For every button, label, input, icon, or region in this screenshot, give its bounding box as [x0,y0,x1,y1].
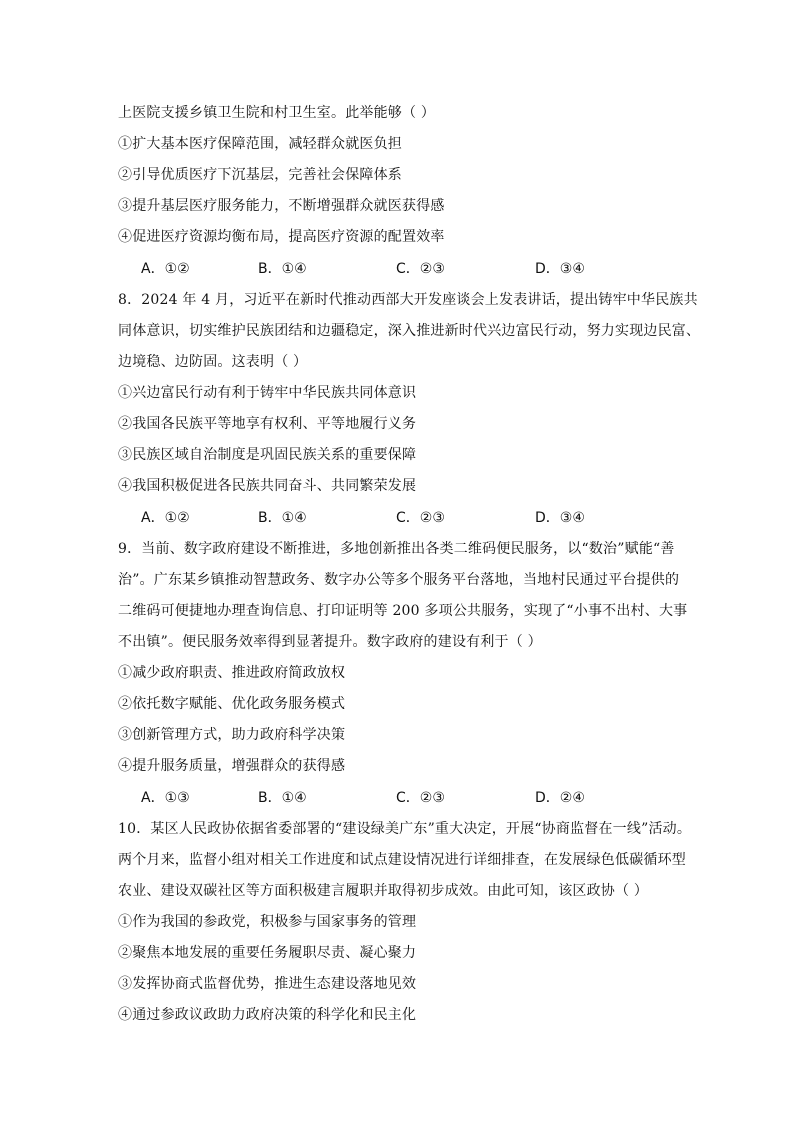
q7-statement-1: ①扩大基本医疗保障范围，减轻群众就医负担 [118,136,402,152]
q7-statement-3: ③提升基层医疗服务能力，不断增强群众就医获得感 [118,198,445,214]
q8-statement-3: ③民族区域自治制度是巩固民族关系的重要保障 [118,447,417,463]
q9-stem-line-2: 治”。广东某乡镇推动智慧政务、数字办公等多个服务平台落地，当地村民通过平台提供的 [118,572,680,588]
q7-statement-4: ④促进医疗资源均衡布局，提高医疗资源的配置效率 [118,229,445,245]
q10-statement-2: ②聚焦本地发展的重要任务履职尽责、凝心聚力 [118,945,417,961]
q10-stem-line-3: 农业、建设双碳社区等方面积极建言履职并取得初步成效。由此可知，该区政协（ ） [118,883,649,899]
q9-option-c: C．②③ [396,790,445,806]
q8-stem-line-3: 边境稳、边防固。这表明（ ） [118,354,308,370]
q8-stem-line-2: 同体意识，切实维护民族团结和边疆稳定，深入推进新时代兴边富民行动，努力实现边民富、 [118,323,701,339]
q8-statement-2: ②我国各民族平等地享有权利、平等地履行义务 [118,416,417,432]
q8-stem-line-1: 8．2024 年 4 月，习近平在新时代推动西部大开发座谈会上发表讲话，提出铸牢中华民族共 [118,292,698,308]
q8-option-d: D．③④ [535,510,585,526]
q7-option-a: A．①② [141,261,190,277]
q7-option-b: B．①④ [258,261,307,277]
q10-statement-4: ④通过参政议政助力政府决策的科学化和民主化 [118,1007,417,1023]
q10-stem-line-1: 10．某区人民政协依据省委部署的“建设绿美广东”重大决定，开展“协商监督在一线”活动。 [118,821,692,837]
q8-option-a: A．①② [141,510,190,526]
q9-option-a: A．①③ [141,790,190,806]
q9-stem-line-4: 不出镇”。便民服务效率得到显著提升。数字政府的建设有利于（ ） [118,634,542,650]
q7-statement-2: ②引导优质医疗下沉基层，完善社会保障体系 [118,167,402,183]
q10-statement-3: ③发挥协商式监督优势，推进生态建设落地见效 [118,976,417,992]
q10-stem-line-2: 两个月来，监督小组对相关工作进度和试点建设情况进行详细排查，在发展绿色低碳循环型 [118,852,686,868]
q7-option-c: C．②③ [396,261,445,277]
q9-statement-2: ②依托数字赋能、优化政务服务模式 [118,696,346,712]
q10-statement-1: ①作为我国的参政党，积极参与国家事务的管理 [118,914,417,930]
q9-stem-line-1: 9．当前、数字政府建设不断推进，多地创新推出各类二维码便民服务，以“数治”赋能“善 [118,541,675,557]
q7-stem-tail: 上医院支援乡镇卫生院和村卫生室。此举能够（ ） [118,105,436,121]
q9-option-b: B．①④ [258,790,307,806]
q8-option-b: B．①④ [258,510,307,526]
q8-statement-4: ④我国积极促进各民族共同奋斗、共同繁荣发展 [118,478,417,494]
q9-option-d: D．②④ [535,790,585,806]
q9-statement-4: ④提升服务质量，增强群众的获得感 [118,758,346,774]
q9-statement-1: ①减少政府职责、推进政府简政放权 [118,665,346,681]
q9-stem-line-3: 二维码可便捷地办理查询信息、打印证明等 200 多项公共服务，实现了“小事不出村、大事 [118,603,688,619]
q7-option-d: D．③④ [535,261,585,277]
q8-statement-1: ①兴边富民行动有利于铸牢中华民族共同体意识 [118,385,417,401]
q9-statement-3: ③创新管理方式，助力政府科学决策 [118,727,346,743]
q8-option-c: C．②③ [396,510,445,526]
